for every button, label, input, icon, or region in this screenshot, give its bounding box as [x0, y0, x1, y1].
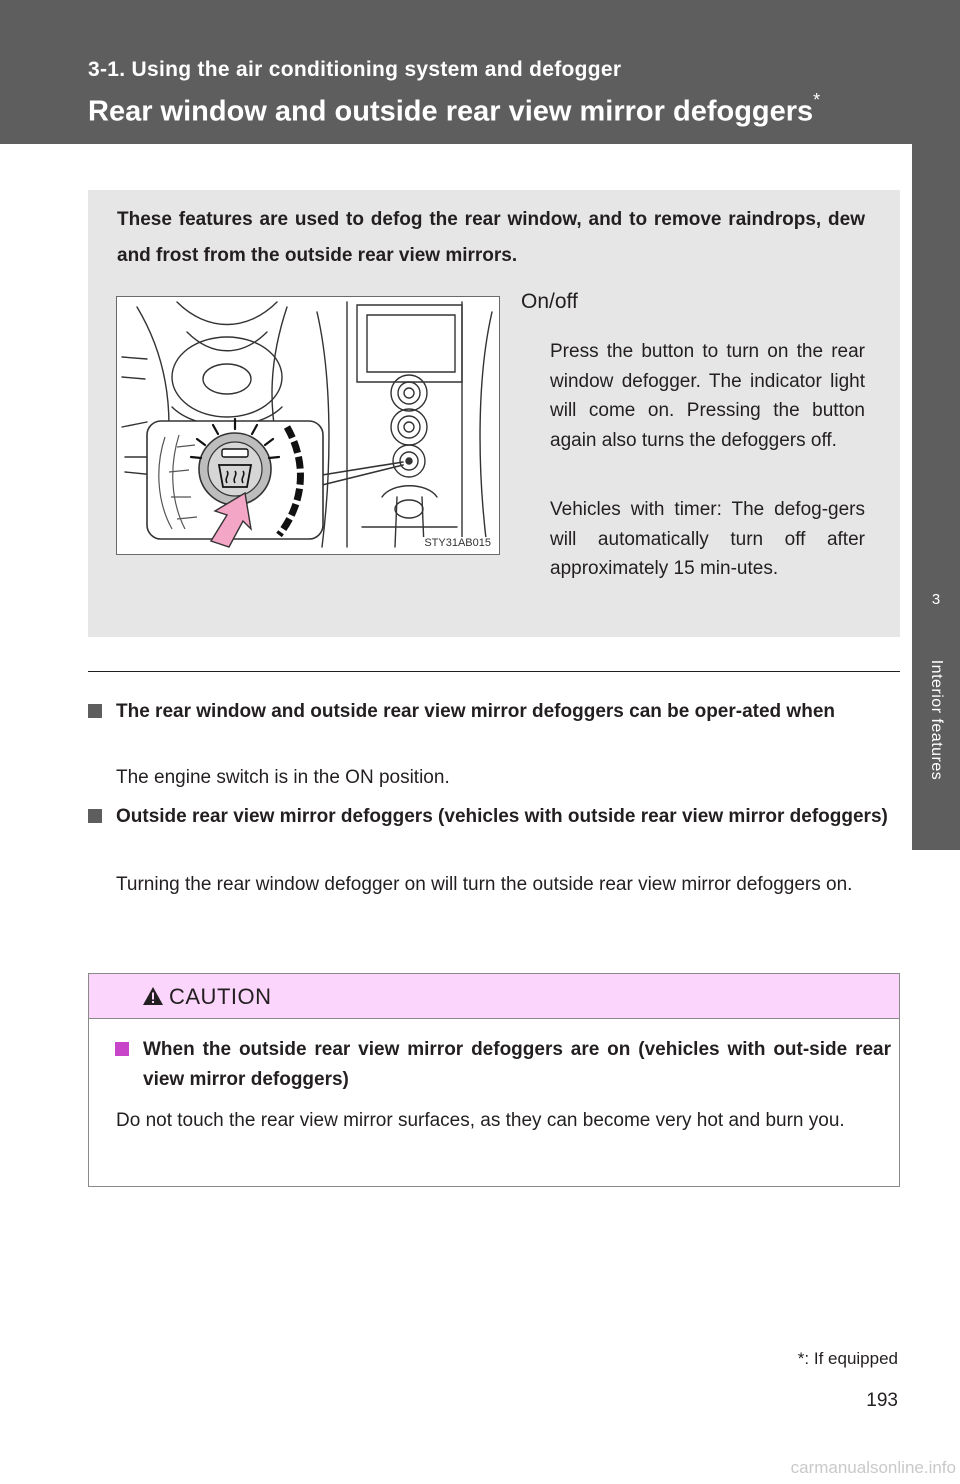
note-heading-2-text: Outside rear view mirror defoggers (vehicles with outside rear view mirror defoggers)	[116, 806, 888, 827]
watermark: carmanualsonline.info	[790, 1458, 956, 1477]
caution-box	[88, 973, 900, 1187]
caution-bullet-square-icon	[115, 1042, 129, 1056]
chapter-label: Interior features	[928, 659, 945, 781]
intro-text: These features are used to defog the rear window, and to remove raindrops, dew and frost from the outside rear view mirrors.	[117, 209, 865, 266]
dashboard-illustration	[116, 296, 500, 555]
dashboard-drawing	[117, 297, 499, 554]
note-heading-1-text: The rear window and outside rear view mirror defoggers can be oper-ated when	[116, 701, 835, 722]
caution-heading	[115, 1035, 891, 1095]
if-equipped-mark: *	[813, 90, 821, 110]
section-divider	[88, 671, 900, 672]
footnote	[798, 1349, 898, 1369]
onoff-paragraph-1: Press the button to turn on the rear window defogger. The indicator light will come on. Pressing the button again also turns the defoggers off.	[550, 341, 865, 451]
page-title	[88, 90, 821, 129]
note-heading-1	[88, 697, 890, 727]
note-body-2: Turning the rear window defogger on will turn the outside rear view mirror defoggers on.	[116, 874, 853, 895]
bullet-square-icon	[88, 704, 102, 718]
page-number: 193	[866, 1390, 898, 1411]
note-body-1: The engine switch is in the ON position.	[116, 767, 450, 788]
caution-label: CAUTION	[169, 984, 272, 1009]
caution-heading-text: When the outside rear view mirror defoggers are on (vehicles with out-side rear view mirror defoggers)	[143, 1039, 891, 1090]
caution-header	[89, 974, 899, 1019]
onoff-paragraph-2: Vehicles with timer: The defog-gers will automatically turn off after approximately 15 min-utes.	[550, 499, 865, 579]
footnote-mark: *	[797, 1349, 805, 1368]
footnote-text: : If equipped	[804, 1349, 898, 1368]
chapter-number: 3	[931, 591, 941, 608]
section-title: 3-1. Using the air conditioning system and defogger	[88, 58, 622, 81]
caution-triangle-icon	[142, 986, 164, 1006]
caution-body: Do not touch the rear view mirror surfaces, as they can become very hot and burn you.	[116, 1110, 845, 1131]
page-title-text: Rear window and outside rear view mirror defoggers	[88, 95, 814, 128]
note-heading-2	[88, 802, 890, 832]
bullet-square-icon	[88, 809, 102, 823]
figure-code: STY31AB015	[424, 537, 491, 549]
onoff-heading: On/off	[521, 290, 578, 313]
